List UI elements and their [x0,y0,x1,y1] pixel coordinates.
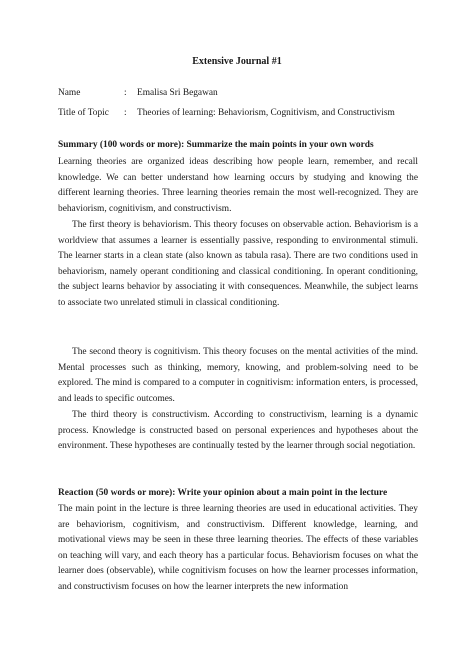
summary-paragraph-cognitivism: The second theory is cognitivism. This theory focuses on the mental activities of the mind. Mental processes such as thinking, memory, knowing, and problem-solving need to be explored. The mind is compared to a computer in cognitivism: information enters, is processed, and leads to specific outcomes. [58,347,418,404]
info-label-topic: Title of Topic [58,108,109,118]
reaction-heading: Reaction (50 words or more): Write your opinion about a main point in the lecture [58,488,388,498]
info-value-topic: Theories of learning: Behaviorism, Cognitivism, and Constructivism [137,108,395,118]
info-separator: : [124,88,127,98]
reaction-paragraph: The main point in the lecture is three learning theories are used in educational activities. They are behaviorism, cognitivism, and constructivism. Different knowledge, learning, and motivational views may be seen in these three learning theories. The effects of these variables on teaching will vary, and each theory has a particular focus. Behaviorism focuses on what the learner does (observable), while cognitivism focuses on how the learner processes information, and constructivism focuses on how the learner interprets the new information [58,504,418,592]
summary-paragraph-constructivism: The third theory is constructivism. According to constructivism, learning is a dynamic process. Knowledge is constructed based on personal experiences and hypotheses about the environment. These hypotheses are continually tested by the learner through social negotiation. [58,410,418,452]
info-value-name: Emalisa Sri Begawan [137,88,218,98]
summary-paragraph-behaviorism: The first theory is behaviorism. This theory focuses on observable action. Behaviorism is a worldview that assumes a learner is essentially passive, responding to environmental stimuli. The learner starts in a clean state (also known as tabula rasa). There are two conditions used in behaviorism, namely operant conditioning and classical conditioning. In operant conditioning, the subject learns behavior by associating it with consequences. Meanwhile, the subject learns to associate two unrelated stimuli in classical conditioning. [58,220,418,308]
summary-heading: Summary (100 words or more): Summarize the main points in your own words [58,140,374,150]
info-separator: : [124,108,127,118]
info-label-name: Name [58,88,81,98]
summary-paragraph-intro: Learning theories are organized ideas describing how people learn, remember, and recall knowledge. We can better understand how learning occurs by studying and knowing the different learning theories. Three learning theories remain the most well-recognized. They are behaviorism, cognitivism, and constructivism. [58,157,418,214]
document-title: Extensive Journal #1 [192,56,282,67]
